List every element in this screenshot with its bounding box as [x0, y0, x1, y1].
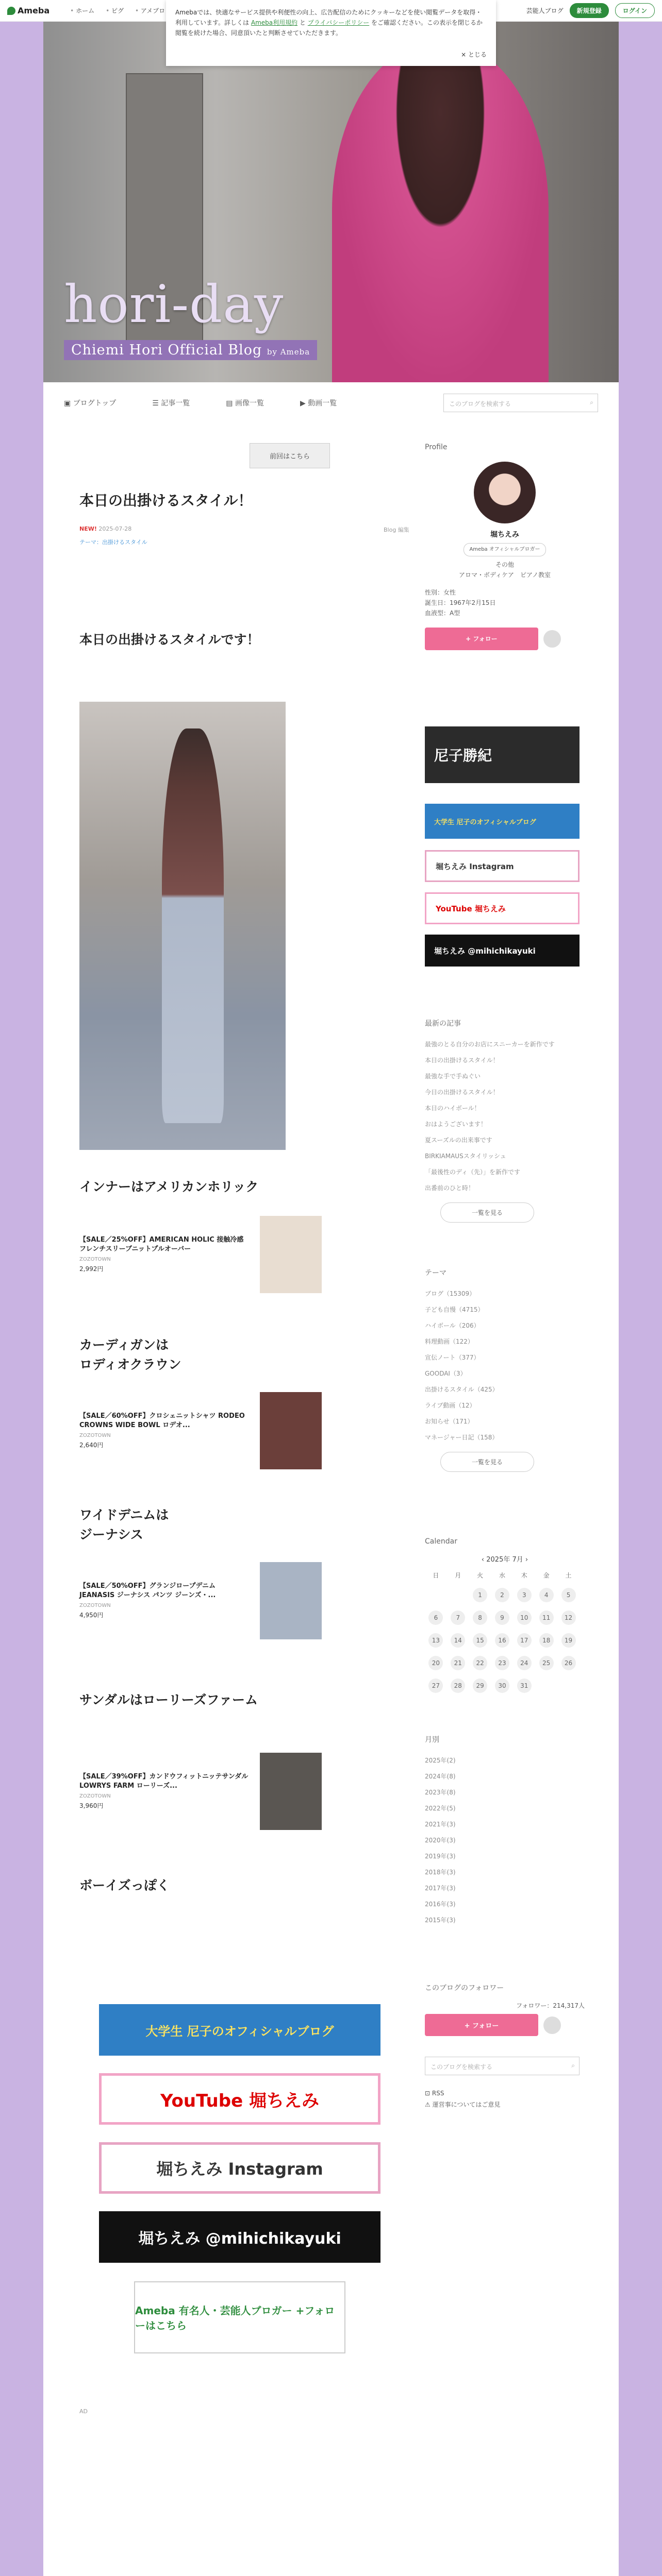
cal-day[interactable]: 5	[561, 1588, 576, 1602]
theme-link[interactable]: 宣伝ノート（377）	[425, 1354, 480, 1361]
theme-link[interactable]: ハイボール（206）	[425, 1322, 480, 1329]
product-card[interactable]: 【SALE／25%OFF】AMERICAN HOLIC 接触冷感フレンチスリーブニットプルオーバー ZOZOTOWN 2,992円	[79, 1216, 322, 1293]
sidebar	[425, 443, 585, 1924]
article-list-link[interactable]: ☰ 記事一覧	[152, 399, 190, 408]
recent-link[interactable]: 最強な手で手ぬぐい	[425, 1073, 481, 1080]
cal-day[interactable]: 14	[451, 1633, 465, 1648]
header-photo-person	[332, 42, 549, 382]
new-badge: NEW!	[79, 526, 97, 532]
article-heading: 本日の出掛けるスタイルです！	[79, 632, 260, 647]
cal-day[interactable]: 9	[495, 1611, 509, 1625]
theme-link[interactable]: 出掛けるスタイル（425）	[425, 1386, 499, 1393]
cookie-close-button[interactable]: × とじる	[461, 51, 487, 58]
product-image[interactable]	[260, 1753, 322, 1830]
instagram-banner-large[interactable]: 堀ちえみ Instagram	[99, 2142, 380, 2194]
more-menu-icon[interactable]	[543, 2016, 561, 2034]
register-button[interactable]: 新規登録	[570, 3, 609, 18]
cal-day[interactable]: 20	[428, 1656, 443, 1670]
product-image[interactable]	[260, 1392, 322, 1469]
theme-link[interactable]: 料理動画（122）	[425, 1338, 474, 1345]
follow-button[interactable]: + フォロー	[425, 2014, 538, 2036]
profile-block: 堀ちえみ Ameba オフィシャルブロガー その他 アロマ・ボディケア ピアノ教室 性別：女性 誕生日：1967年2月15日 血液型：A型 + フォロー	[425, 462, 585, 650]
product-image[interactable]	[260, 1216, 322, 1293]
ad-label: AD	[79, 2408, 88, 2415]
youtube-banner[interactable]: YouTube 堀ちえみ	[425, 892, 580, 924]
month-link[interactable]: 2019年(3)	[425, 1853, 456, 1860]
topbar-home-link[interactable]: • ホーム	[70, 6, 94, 15]
theme-link[interactable]: GOODAI（3）	[425, 1370, 467, 1377]
cal-weekday: 木	[521, 1572, 527, 1579]
month-link[interactable]: 2025年(2)	[425, 1757, 456, 1764]
login-button[interactable]: ログイン	[615, 3, 655, 18]
cal-day[interactable]: 8	[473, 1611, 487, 1625]
page-main: 前回はこちら 本日の出掛けるスタイル！ NEW! 2025-07-28 テーマ：出掛けるスタイル Blog 編集 本日の出掛けるスタイルです！ インナーはアメリカンホリック 【SALE／25%OFF】AMERICAN HOLIC 接触冷感フレンチスリーブニットプルオーバー ZOZOTOWN 2,992円 カーディガンは ロディオクラウン 【SALE／60%OFF】クロシェニットシャツ RODEO CROWNS WIDE BOWL ロデオ... ZOZOTOWN 2,640円 ワイドデニムは ジーナシス 【SALE／50%OFF】グランジロープデニム JEANASIS ジーナシス パンツ ジーンズ・... ZOZOTOWN 4,950円 サンダルはローリーズファーム 【SALE／39%OFF】カンドウフィットニッテサンダル LOWRYS FARM ローリーズ... ZOZOTOWN 3,960円 ボーイズっぽく Profile 堀ちえみ Ameba オフィシャルブロガー その他 アロマ・ボディケア ピアノ教室 性別：女性 誕生日：1967年2月15日 血液型：A型 + フォロー 尼子勝紀 大学生 尼子のオフィシャルブログ 堀ちえみ Instagram YouTube 堀ちえみ 堀ちえみ @mihichikayuki 最新の記事 最強のとる自分のお店にスニーカーを新作です 本日の出掛けるスタイル！ 最強な手で手ぬぐい 今日の出掛けるスタイル！ 本日のハイボール！ おはようございます！ 夏スーズルの出来事です BIRKIAMAUSスタイリッシュ 「最後性のディ（先）」を新作です 出番前のひと時！ 一覧を見る テーマ ブログ（15309） 子ども自慢（4715） ハイボール（206） 料理動画（122） 宣伝ノート（377） GOODAI（3） 出掛けるスタイル（425） ライブ動画（12） お知らせ（171） マネージャー日記（158） 一覧を見る Calendar ‹ 2025年 7月 › 日 月 火 水 木 金 土 1 2 3 4 5 6 7 8 9 10 11 12 13 14 15 16 17 18 19 20 21 22 23 24 25 26 27 28 29 30 31 月別 2025年(2) 2024年(8) 2023年(8) 2022年(5) 2021年(3) 2020年(3) 2019年(3) 2018年(3) 2017年(3) 2016年(3) 2015年(3)	[43, 423, 619, 1932]
theme-list-button[interactable]: 一覧を見る	[440, 1452, 534, 1472]
month-link[interactable]: 2021年(3)	[425, 1821, 456, 1828]
avatar[interactable]	[474, 462, 536, 523]
cal-day[interactable]: 24	[517, 1656, 532, 1670]
cal-day[interactable]: 13	[428, 1633, 443, 1648]
cal-day[interactable]: 7	[451, 1611, 465, 1625]
month-link[interactable]: 2017年(3)	[425, 1885, 456, 1892]
recent-articles: 最新の記事 最強のとる自分のお店にスニーカーを新作です 本日の出掛けるスタイル！ 最強な手で手ぬぐい 今日の出掛けるスタイル！ 本日のハイボール！ おはようございます！ 夏スーズルの出来事です BIRKIAMAUSスタイリッシュ 「最後性のディ（先）」を新作です 出番前のひと時！ 一覧を見る	[425, 1018, 585, 1223]
feedback-link[interactable]: ⚠ 運営事についてはご意見	[425, 2101, 501, 2108]
cal-day[interactable]: 29	[473, 1679, 487, 1693]
amako-blog-banner-large[interactable]: 大学生 尼子のオフィシャルブログ	[99, 2004, 380, 2056]
cal-day[interactable]: 4	[539, 1588, 554, 1602]
cal-day[interactable]: 28	[451, 1679, 465, 1693]
topbar-pigg-link[interactable]: • ピグ	[106, 6, 124, 15]
cal-day[interactable]: 1	[473, 1588, 487, 1602]
recent-link[interactable]: 最強のとる自分のお店にスニーカーを新作です	[425, 1041, 555, 1048]
ameba-logo[interactable]: Ameba	[7, 6, 49, 15]
blog-subtitle: Chiemi Hori Official Blog by Ameba	[64, 340, 317, 360]
cal-day[interactable]: 6	[428, 1611, 443, 1625]
month-link[interactable]: 2020年(3)	[425, 1837, 456, 1844]
cal-day[interactable]: 26	[561, 1656, 576, 1670]
article-date: 2025-07-28	[98, 526, 132, 532]
outfit-person	[162, 728, 224, 1123]
share-icon[interactable]: Blog 編集	[384, 527, 409, 533]
cal-day[interactable]: 23	[495, 1656, 509, 1670]
month-link[interactable]: 2023年(8)	[425, 1789, 456, 1796]
cal-day[interactable]: 21	[451, 1656, 465, 1670]
recent-link[interactable]: おはようございます！	[425, 1121, 487, 1128]
blog-title: hori-day	[64, 274, 284, 334]
official-badge: Ameba オフィシャルブロガー	[464, 543, 545, 556]
warning-icon: ⚠	[425, 2101, 431, 2108]
product-image[interactable]	[260, 1562, 322, 1639]
blog-nav	[43, 382, 619, 423]
blog-top-link[interactable]: ▣ ブログトップ	[64, 399, 117, 408]
recent-list-button[interactable]: 一覧を見る	[440, 1202, 534, 1223]
theme-link[interactable]: お知らせ（171）	[425, 1418, 474, 1425]
month-link[interactable]: 2024年(8)	[425, 1773, 456, 1780]
theme-link[interactable]: 子ども自慢（4715）	[425, 1306, 484, 1313]
section-heading-inner: インナーはアメリカンホリック	[79, 1179, 259, 1194]
recent-link[interactable]: 夏スーズルの出来事です	[425, 1137, 492, 1144]
cal-weekday: 水	[499, 1572, 505, 1579]
cal-day[interactable]: 17	[517, 1633, 532, 1648]
profile-title: Profile	[425, 443, 448, 451]
cal-weekday: 火	[477, 1572, 484, 1579]
section-heading-denim: ワイドデニムは ジーナシス	[79, 1507, 169, 1542]
cal-day[interactable]: 3	[517, 1588, 532, 1602]
product-card[interactable]: 【SALE／39%OFF】カンドウフィットニッテサンダル LOWRYS FARM ローリーズ... ZOZOTOWN 3,960円	[79, 1753, 322, 1830]
left-background	[0, 0, 43, 2576]
recent-link[interactable]: 出番前のひと時！	[425, 1184, 475, 1192]
follow-button[interactable]: + フォロー	[425, 628, 538, 650]
image-list-link[interactable]: ▤ 画像一覧	[226, 399, 264, 408]
cal-day[interactable]: 18	[539, 1633, 554, 1648]
cal-next-icon[interactable]: ›	[525, 1556, 528, 1564]
calendar-table	[425, 1567, 580, 1697]
ameba-follow-banner[interactable]: Ameba 有名人・芸能人ブロガー +フォローはこちら	[134, 2281, 345, 2353]
amako-blog-banner[interactable]: 大学生 尼子のオフィシャルブログ	[425, 804, 580, 839]
cal-weekday: 土	[565, 1572, 572, 1579]
cal-weekday: 日	[433, 1572, 439, 1579]
product-card[interactable]: 【SALE／50%OFF】グランジロープデニム JEANASIS ジーナシス パンツ ジーンズ・... ZOZOTOWN 4,950円	[79, 1562, 322, 1639]
cal-day[interactable]: 22	[473, 1656, 487, 1670]
follower-count: フォロワー：214,317人	[516, 2002, 585, 2009]
cal-weekday: 金	[543, 1572, 550, 1579]
topbar-nav	[70, 6, 165, 15]
blog-search-input[interactable]: このブログを検索する ⌕	[443, 394, 598, 412]
month-link[interactable]: 2015年(3)	[425, 1917, 456, 1924]
sidebar-lower: このブログのフォロワー フォロワー：214,317人 + フォロー このブログを検索する ⌕ ⊡ RSS ⚠ 運営事についてはご意見	[425, 1982, 585, 2110]
more-menu-icon[interactable]	[543, 630, 561, 648]
recent-link[interactable]: 本日の出掛けるスタイル！	[425, 1057, 499, 1064]
celebrity-blog-link[interactable]: 芸能人ブログ	[526, 7, 564, 14]
recent-link[interactable]: BIRKIAMAUSスタイリッシュ	[425, 1153, 506, 1160]
article-theme-link[interactable]: 出掛けるスタイル	[102, 539, 147, 546]
recent-link[interactable]: 「最後性のディ（先）」を新作です	[425, 1168, 521, 1176]
youtube-banner-large[interactable]: YouTube 堀ちえみ	[99, 2073, 380, 2125]
blog-header[interactable]	[43, 22, 619, 382]
cal-day[interactable]: 25	[539, 1656, 554, 1670]
cal-day[interactable]: 11	[539, 1611, 554, 1625]
x-banner-large[interactable]: 堀ちえみ @mihichikayuki	[99, 2211, 380, 2263]
cal-day[interactable]: 31	[517, 1679, 532, 1693]
recent-link[interactable]: 今日の出掛けるスタイル！	[425, 1089, 499, 1096]
amako-banner[interactable]: 尼子勝紀	[425, 726, 580, 783]
prev-article-button[interactable]: 前回はこちら	[250, 443, 330, 468]
cal-day[interactable]: 27	[428, 1679, 443, 1693]
x-banner[interactable]: 堀ちえみ @mihichikayuki	[425, 935, 580, 967]
search-icon[interactable]: ⌕	[571, 2062, 575, 2069]
rss-icon: ⊡	[425, 2090, 431, 2097]
theme-link[interactable]: ブログ（15309）	[425, 1290, 476, 1297]
outfit-photo[interactable]	[79, 702, 286, 1150]
video-list-link[interactable]: ▶ 動画一覧	[300, 399, 337, 408]
cal-day[interactable]: 15	[473, 1633, 487, 1648]
topbar-ameblo-link[interactable]: • アメブロ	[135, 6, 165, 15]
month-link[interactable]: 2018年(3)	[425, 1869, 456, 1876]
privacy-link[interactable]: プライバシーポリシー	[307, 19, 370, 26]
monthly-archive: 月別 2025年(2) 2024年(8) 2023年(8) 2022年(5) 2021年(3) 2020年(3) 2019年(3) 2018年(3) 2017年(3) 2016年(3) 2015年(3)	[425, 1734, 585, 1928]
article-title[interactable]: 本日の出掛けるスタイル！	[79, 492, 253, 509]
month-link[interactable]: 2022年(5)	[425, 1805, 456, 1812]
cookie-notice: Amebaでは、快適なサービス提供や利便性の向上、広告配信のためにクッキーなどを使い閲覧データを取得・利用しています。詳しくは Ameba利用規約 と プライバシーポリシー をご確認ください。この表示を閉じるか閲覧を続けた場合、同意頂いたと判断させていただきます。 × とじる	[166, 0, 496, 66]
cal-day[interactable]: 12	[561, 1611, 576, 1625]
leaf-icon	[7, 7, 15, 15]
calendar: Calendar ‹ 2025年 7月 › 日 月 火 水 木 金 土 1 2 3 4 5 6 7 8 9 10 11 12 13 14 15 16 17 18 19 20 21 22 23 24 25 26 27 28 29 30 31	[425, 1537, 585, 1697]
product-card[interactable]: 【SALE／60%OFF】クロシェニットシャツ RODEO CROWNS WIDE BOWL ロデオ... ZOZOTOWN 2,640円	[79, 1392, 322, 1469]
section-heading-last: ボーイズっぽく	[79, 1878, 170, 1893]
cal-day[interactable]: 2	[495, 1588, 509, 1602]
cal-month: 2025年 7月	[486, 1556, 523, 1564]
search-icon[interactable]: ⌕	[590, 399, 593, 406]
section-heading-sandal: サンダルはローリーズファーム	[79, 1692, 258, 1707]
terms-link[interactable]: Ameba利用規約	[251, 19, 298, 26]
month-link[interactable]: 2016年(3)	[425, 1901, 456, 1908]
cal-weekday: 月	[455, 1572, 461, 1579]
profile-name[interactable]: 堀ちえみ	[490, 531, 519, 539]
theme-link[interactable]: ライブ動画（12）	[425, 1402, 476, 1409]
page-main-lower	[43, 1941, 619, 2576]
cal-day[interactable]: 16	[495, 1633, 509, 1648]
blog-search-input[interactable]: このブログを検索する ⌕	[425, 2057, 580, 2075]
recent-link[interactable]: 本日のハイボール！	[425, 1105, 481, 1112]
cal-day[interactable]: 30	[495, 1679, 509, 1693]
cal-day[interactable]: 10	[517, 1611, 532, 1625]
cal-day[interactable]: 19	[561, 1633, 576, 1648]
theme-link[interactable]: マネージャー日記（158）	[425, 1434, 499, 1441]
cal-prev-icon[interactable]: ‹	[481, 1556, 485, 1564]
theme-list: テーマ ブログ（15309） 子ども自慢（4715） ハイボール（206） 料理動画（122） 宣伝ノート（377） GOODAI（3） 出掛けるスタイル（425） ライブ動画（12） お知らせ（171） マネージャー日記（158） 一覧を見る	[425, 1267, 585, 1472]
section-heading-cardigan: カーディガンは ロディオクラウン	[79, 1337, 181, 1372]
rss-link[interactable]: ⊡ RSS	[425, 2090, 444, 2097]
right-background	[619, 0, 662, 2576]
instagram-banner[interactable]: 堀ちえみ Instagram	[425, 850, 580, 882]
